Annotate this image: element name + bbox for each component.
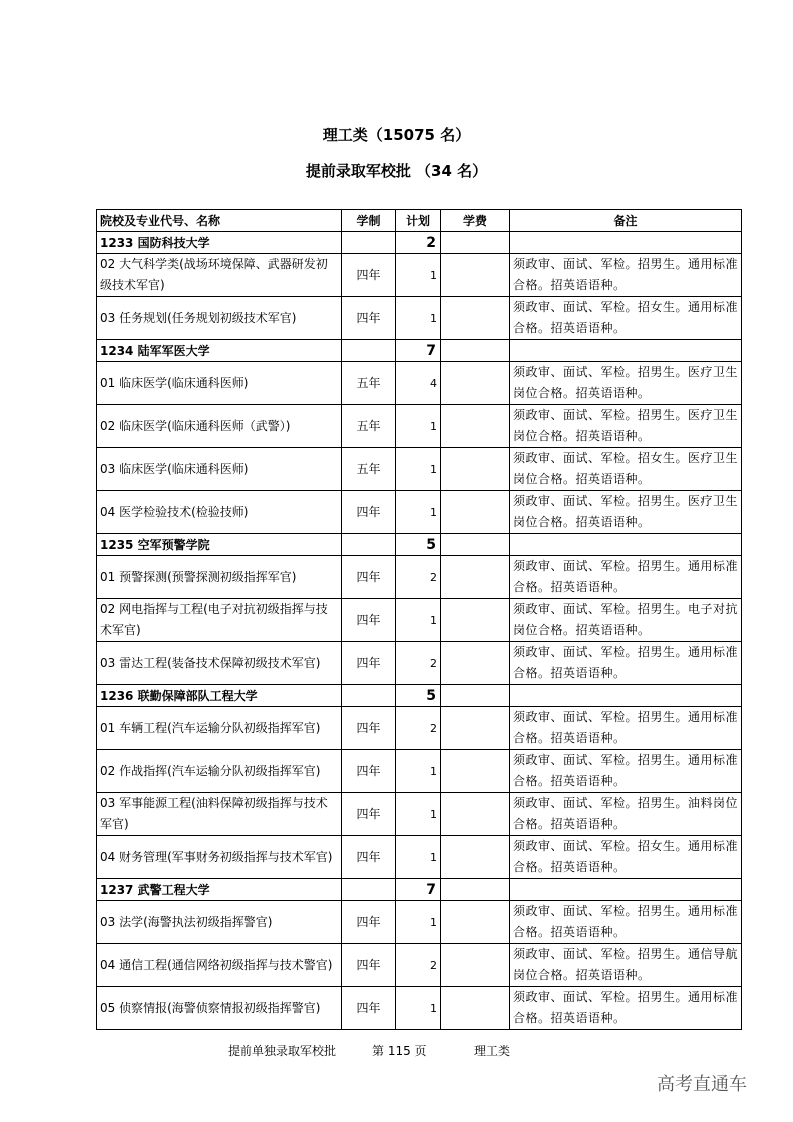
major-fee [441, 836, 510, 879]
major-fee [441, 707, 510, 750]
major-row [97, 599, 742, 642]
major-fee [441, 448, 510, 491]
major-fee [441, 556, 510, 599]
major-fee [441, 491, 510, 534]
major-row [97, 362, 742, 405]
major-plan: 1 [396, 750, 441, 793]
footer-category: 理工类 [474, 1044, 511, 1058]
major-plan: 1 [396, 405, 441, 448]
major-name: 05 侦察情报(海警侦察情报初级指挥警官) [97, 987, 342, 1030]
footer-batch: 提前单独录取军校批 [228, 1044, 337, 1058]
major-fee [441, 599, 510, 642]
header-plan: 计划 [396, 210, 441, 232]
major-name: 02 作战指挥(汽车运输分队初级指挥军官) [97, 750, 342, 793]
major-plan: 1 [396, 599, 441, 642]
major-fee [441, 750, 510, 793]
major-note: 须政审、面试、军检。招男生。通用标准合格。招英语语种。 [510, 901, 742, 944]
major-duration: 四年 [342, 599, 396, 642]
major-name: 02 网电指挥与工程(电子对抗初级指挥与技术军官) [97, 599, 342, 642]
major-duration: 四年 [342, 836, 396, 879]
school-row [97, 879, 742, 901]
major-fee [441, 793, 510, 836]
major-note: 须政审、面试、军检。招男生。通用标准合格。招英语语种。 [510, 987, 742, 1030]
major-duration: 五年 [342, 362, 396, 405]
major-fee [441, 901, 510, 944]
major-plan: 1 [396, 297, 441, 340]
school-duration [342, 879, 396, 901]
major-row [97, 944, 742, 987]
major-note: 须政审、面试、军检。招男生。医疗卫生岗位合格。招英语语种。 [510, 405, 742, 448]
admission-table [96, 209, 742, 1030]
major-note: 须政审、面试、军检。招女生。通用标准合格。招英语语种。 [510, 836, 742, 879]
school-note [510, 879, 742, 901]
footer-page-number: 第 115 页 [372, 1044, 427, 1058]
major-plan: 2 [396, 707, 441, 750]
major-name: 03 任务规划(任务规划初级技术军官) [97, 297, 342, 340]
school-note [510, 534, 742, 556]
major-duration: 五年 [342, 405, 396, 448]
major-duration: 四年 [342, 793, 396, 836]
major-note: 须政审、面试、军检。招男生。通用标准合格。招英语语种。 [510, 750, 742, 793]
major-duration: 四年 [342, 750, 396, 793]
major-name: 01 车辆工程(汽车运输分队初级指挥军官) [97, 707, 342, 750]
school-fee [441, 534, 510, 556]
major-name: 02 临床医学(临床通科医师（武警）) [97, 405, 342, 448]
school-row [97, 232, 742, 254]
school-row [97, 685, 742, 707]
major-row [97, 405, 742, 448]
major-fee [441, 362, 510, 405]
major-plan: 4 [396, 362, 441, 405]
major-name: 04 财务管理(军事财务初级指挥与技术军官) [97, 836, 342, 879]
major-name: 03 临床医学(临床通科医师) [97, 448, 342, 491]
major-duration: 四年 [342, 901, 396, 944]
school-note [510, 685, 742, 707]
school-duration [342, 685, 396, 707]
major-row [97, 448, 742, 491]
major-plan: 1 [396, 987, 441, 1030]
major-name: 01 预警探测(预警探测初级指挥军官) [97, 556, 342, 599]
major-name: 04 医学检验技术(检验技师) [97, 491, 342, 534]
major-duration: 四年 [342, 642, 396, 685]
major-plan: 2 [396, 944, 441, 987]
major-fee [441, 987, 510, 1030]
school-note [510, 340, 742, 362]
school-fee [441, 232, 510, 254]
table-header-row [97, 210, 742, 232]
major-fee [441, 944, 510, 987]
batch-title: 提前录取军校批 （34 名） [305, 162, 488, 180]
school-row [97, 340, 742, 362]
major-plan: 1 [396, 491, 441, 534]
major-duration: 四年 [342, 297, 396, 340]
major-note: 须政审、面试、军检。招男生。油料岗位合格。招英语语种。 [510, 793, 742, 836]
major-row [97, 793, 742, 836]
school-row [97, 534, 742, 556]
major-plan: 2 [396, 642, 441, 685]
major-note: 须政审、面试、军检。招男生。通用标准合格。招英语语种。 [510, 254, 742, 297]
major-row [97, 297, 742, 340]
school-fee [441, 340, 510, 362]
major-note: 须政审、面试、军检。招男生。通用标准合格。招英语语种。 [510, 642, 742, 685]
school-name: 1237 武警工程大学 [97, 879, 342, 901]
major-plan: 1 [396, 793, 441, 836]
header-fee: 学费 [441, 210, 510, 232]
major-note: 须政审、面试、军检。招男生。通用标准合格。招英语语种。 [510, 707, 742, 750]
header-school-major: 院校及专业代号、名称 [97, 210, 342, 232]
major-note: 须政审、面试、军检。招男生。医疗卫生岗位合格。招英语语种。 [510, 491, 742, 534]
major-row [97, 901, 742, 944]
major-duration: 四年 [342, 987, 396, 1030]
major-plan: 1 [396, 836, 441, 879]
major-fee [441, 405, 510, 448]
major-plan: 1 [396, 254, 441, 297]
major-duration: 四年 [342, 707, 396, 750]
category-title: 理工类（15075 名） [322, 126, 471, 144]
school-note [510, 232, 742, 254]
school-fee [441, 685, 510, 707]
school-plan: 7 [396, 879, 441, 901]
major-duration: 四年 [342, 491, 396, 534]
major-plan: 2 [396, 556, 441, 599]
major-duration: 四年 [342, 556, 396, 599]
major-duration: 五年 [342, 448, 396, 491]
major-row [97, 750, 742, 793]
major-row [97, 556, 742, 599]
major-row [97, 491, 742, 534]
major-duration: 四年 [342, 944, 396, 987]
school-name: 1236 联勤保障部队工程大学 [97, 685, 342, 707]
major-note: 须政审、面试、军检。招女生。医疗卫生岗位合格。招英语语种。 [510, 448, 742, 491]
major-row [97, 254, 742, 297]
school-plan: 7 [396, 340, 441, 362]
major-fee [441, 642, 510, 685]
major-row [97, 836, 742, 879]
major-note: 须政审、面试、军检。招男生。通用标准合格。招英语语种。 [510, 556, 742, 599]
major-note: 须政审、面试、军检。招男生。通信导航岗位合格。招英语语种。 [510, 944, 742, 987]
major-plan: 1 [396, 901, 441, 944]
school-plan: 5 [396, 685, 441, 707]
major-note: 须政审、面试、军检。招男生。医疗卫生岗位合格。招英语语种。 [510, 362, 742, 405]
major-fee [441, 297, 510, 340]
major-plan: 1 [396, 448, 441, 491]
watermark: 高考直通车 [657, 1074, 747, 1095]
major-name: 01 临床医学(临床通科医师) [97, 362, 342, 405]
major-note: 须政审、面试、军检。招女生。通用标准合格。招英语语种。 [510, 297, 742, 340]
school-duration [342, 340, 396, 362]
header-duration: 学制 [342, 210, 396, 232]
major-note: 须政审、面试、军检。招男生。电子对抗岗位合格。招英语语种。 [510, 599, 742, 642]
school-name: 1235 空军预警学院 [97, 534, 342, 556]
major-duration: 四年 [342, 254, 396, 297]
major-row [97, 642, 742, 685]
school-plan: 2 [396, 232, 441, 254]
school-name: 1233 国防科技大学 [97, 232, 342, 254]
school-fee [441, 879, 510, 901]
major-name: 04 通信工程(通信网络初级指挥与技术警官) [97, 944, 342, 987]
school-duration [342, 232, 396, 254]
major-row [97, 707, 742, 750]
major-name: 03 法学(海警执法初级指挥警官) [97, 901, 342, 944]
major-fee [441, 254, 510, 297]
school-duration [342, 534, 396, 556]
major-name: 03 雷达工程(装备技术保障初级技术军官) [97, 642, 342, 685]
major-row [97, 987, 742, 1030]
major-name: 02 大气科学类(战场环境保障、武器研发初级技术军官) [97, 254, 342, 297]
school-name: 1234 陆军军医大学 [97, 340, 342, 362]
school-plan: 5 [396, 534, 441, 556]
header-note: 备注 [510, 210, 742, 232]
major-name: 03 军事能源工程(油料保障初级指挥与技术军官) [97, 793, 342, 836]
